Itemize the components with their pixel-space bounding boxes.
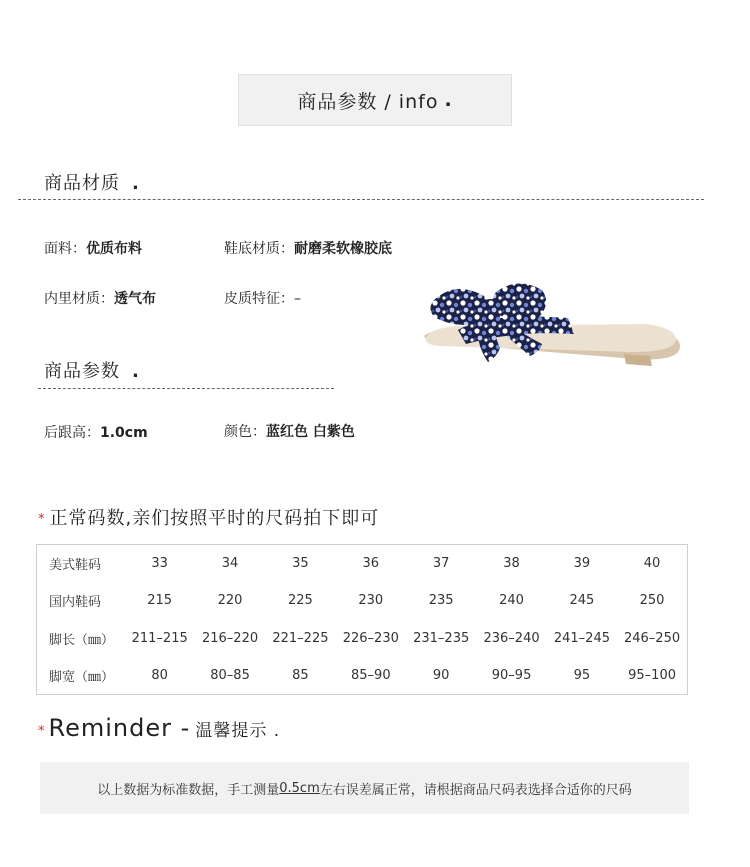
table-cell: 80 <box>151 668 168 683</box>
spec-sole-value: 耐磨柔软橡胶底 <box>294 241 392 257</box>
title-dot: . <box>444 89 453 111</box>
table-cell: 90 <box>432 668 450 683</box>
table-cell: 39 <box>573 556 591 571</box>
spec-fabric-label: 面料： <box>44 241 86 257</box>
slide-sandal-illustration <box>418 272 686 380</box>
material-heading <box>44 169 140 195</box>
params-heading-text: 商品参数 <box>44 361 120 382</box>
table-cell: 250 <box>639 593 665 609</box>
material-heading-text: 商品材质 <box>44 173 120 194</box>
reminder-text-underlined: 0.5cm <box>279 780 320 796</box>
spec-color <box>224 421 355 441</box>
row-header-foot-length: 脚长（㎜） <box>49 632 115 648</box>
size-chart-table <box>36 544 688 695</box>
table-cell: 85 <box>292 668 309 683</box>
table-cell: 37 <box>432 556 450 571</box>
spec-leather-value: – <box>294 291 301 307</box>
table-cell: 36 <box>362 556 380 571</box>
reminder-title-en: Reminder - <box>48 714 191 742</box>
spec-sole <box>224 238 392 258</box>
params-divider <box>38 388 334 389</box>
row-header-cn-size: 国内鞋码 <box>49 595 102 611</box>
table-cell: 95–100 <box>628 668 676 683</box>
reminder-star: * <box>38 724 45 739</box>
row-header-us-size: 美式鞋码 <box>49 558 102 573</box>
spec-fabric <box>44 238 142 258</box>
spec-leather <box>224 288 301 308</box>
table-row <box>37 545 688 583</box>
table-cell: 236–240 <box>483 630 540 646</box>
size-note-star: * <box>38 512 46 527</box>
spec-fabric-value: 优质布料 <box>86 241 142 257</box>
material-divider <box>18 199 704 200</box>
row-header-foot-width: 脚宽（㎜） <box>49 670 115 685</box>
material-heading-dot: . <box>132 173 140 194</box>
reminder-title-cn: 温馨提示 . <box>195 721 281 741</box>
table-cell: 38 <box>503 556 520 571</box>
size-note-text: 正常码数,亲们按照平时的尺码拍下即可 <box>49 508 380 529</box>
table-cell: 80–85 <box>210 668 250 683</box>
size-note <box>38 504 379 530</box>
spec-heel-value: 1.0cm <box>100 425 148 441</box>
table-cell: 245 <box>569 593 595 609</box>
table-cell: 225 <box>288 593 313 609</box>
spec-sole-label: 鞋底材质： <box>224 241 294 257</box>
reminder-text-after: 左右误差属正常，请根据商品尺码表选择合适你的尺码 <box>319 782 632 798</box>
table-cell: 215 <box>147 593 173 609</box>
spec-color-label: 颜色： <box>224 424 266 440</box>
info-title: 商品参数 / info <box>297 90 439 113</box>
table-cell: 40 <box>643 556 661 571</box>
table-row <box>37 657 688 695</box>
table-cell: 235 <box>428 593 454 609</box>
table-cell: 241–245 <box>553 630 610 646</box>
table-cell: 33 <box>151 556 168 571</box>
table-cell: 211–215 <box>131 630 188 646</box>
table-cell: 90–95 <box>491 668 532 683</box>
table-cell: 231–235 <box>413 630 470 646</box>
reminder-heading <box>38 714 280 742</box>
table-cell: 95 <box>573 668 591 683</box>
table-cell: 220 <box>217 593 243 609</box>
reminder-text-before: 以上数据为标准数据，手工测量 <box>97 782 280 798</box>
params-heading-dot: . <box>132 361 140 382</box>
table-cell: 34 <box>221 556 239 571</box>
table-cell: 216–220 <box>201 630 259 646</box>
spec-lining <box>44 288 156 308</box>
table-cell: 35 <box>292 556 309 571</box>
reminder-text-box <box>40 762 689 814</box>
info-title-box <box>238 74 512 126</box>
spec-color-value: 蓝红色 白紫色 <box>266 424 355 440</box>
spec-lining-label: 内里材质： <box>44 291 114 307</box>
table-cell: 230 <box>358 593 384 609</box>
spec-heel-label: 后跟高： <box>44 425 100 441</box>
product-image <box>418 272 686 380</box>
spec-lining-value: 透气布 <box>114 291 156 307</box>
table-cell: 226–230 <box>342 630 399 646</box>
table-row <box>37 582 688 620</box>
table-cell: 85–90 <box>351 668 391 683</box>
table-cell: 221–225 <box>272 630 329 646</box>
table-row <box>37 620 688 658</box>
spec-heel-height <box>44 422 148 442</box>
params-heading <box>44 357 140 383</box>
table-cell: 240 <box>499 593 524 609</box>
table-cell: 246–250 <box>623 630 681 646</box>
spec-leather-label: 皮质特征： <box>224 291 294 307</box>
